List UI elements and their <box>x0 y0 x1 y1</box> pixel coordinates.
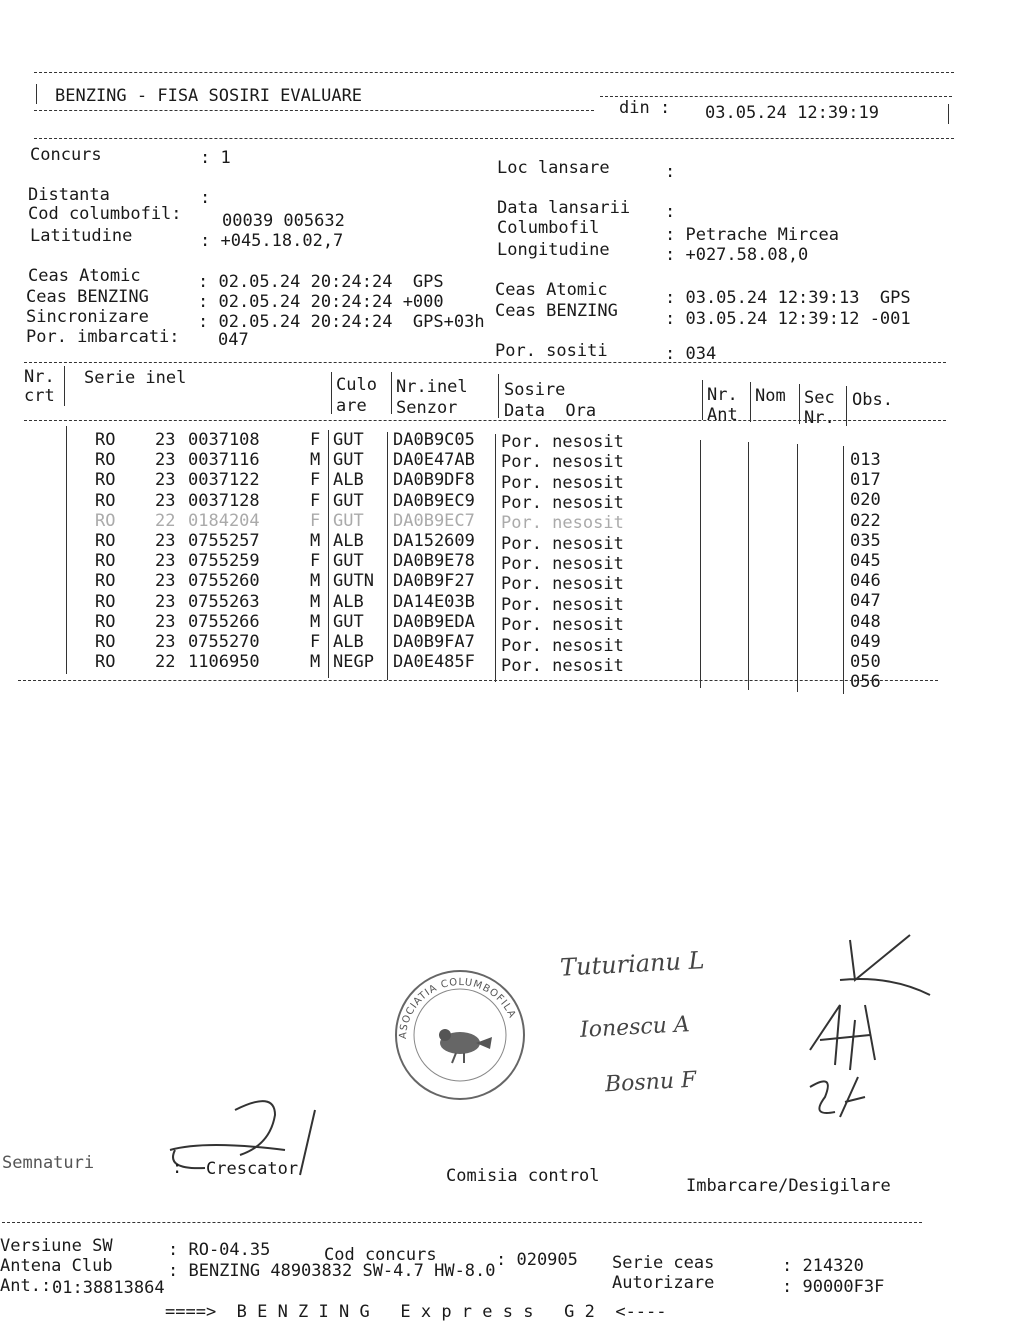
col-sec-1: Sec <box>804 388 835 408</box>
cell-tara: RO <box>95 450 116 471</box>
table-row <box>0 490 1024 514</box>
svg-text:ASOCIATIA COLUMBOFILA <box>398 977 518 1039</box>
cell-culoare: GUT <box>333 611 364 632</box>
cell-culoare: GUT <box>333 551 364 572</box>
cod-columbofil-value: 00039 005632 <box>222 211 345 231</box>
col-crt: crt <box>24 386 55 406</box>
data-lansarii-label: Data lansarii <box>497 198 631 218</box>
cell-obs: 020 <box>850 490 881 511</box>
ceas-benzing-value: : 02.05.24 20:24:24 +000 <box>198 292 444 312</box>
signature-mark-3 <box>800 1072 870 1127</box>
cell-tara: RO <box>95 430 116 450</box>
signature-name-2: Ionescu A <box>579 1012 691 1043</box>
autorizare-value: : 90000F3F <box>782 1277 885 1297</box>
cell-sosire: Por. nesosit <box>501 615 624 636</box>
table-row <box>0 591 1024 615</box>
cell-sosire: Por. nesosit <box>501 452 624 473</box>
cell-obs: 046 <box>850 571 881 592</box>
cell-senzor: DA0B9DF8 <box>393 470 475 491</box>
cell-sex: M <box>310 450 321 471</box>
crescator-label: Crescator <box>206 1159 299 1179</box>
cell-sex: F <box>310 510 321 531</box>
semnaturi-label: Semnaturi <box>2 1153 95 1173</box>
cell-obs: 056 <box>850 672 881 693</box>
header-bar-right <box>948 104 949 124</box>
table-header-rule <box>24 420 946 421</box>
col-senzor: Senzor <box>396 398 458 418</box>
cell-tara: RO <box>95 531 116 551</box>
cell-sex: M <box>310 611 321 632</box>
cell-senzor: DA0B9EC9 <box>393 490 475 511</box>
din-value: 03.05.24 12:39:19 <box>705 103 879 123</box>
col-are: are <box>336 396 367 416</box>
cell-sosire: Por. nesosit <box>501 432 624 452</box>
serie-ceas-value: : 214320 <box>782 1256 864 1276</box>
col-divider-4 <box>498 374 499 418</box>
col-sosire: Sosire <box>504 380 566 400</box>
cell-sex: M <box>310 652 321 673</box>
table-row <box>0 470 1024 493</box>
cell-tara: RO <box>95 632 116 652</box>
cell-an: 23 <box>155 551 176 572</box>
imbarcati-label: Por. imbarcati: <box>26 327 180 347</box>
cod-columbofil-label: Cod columbofil: <box>28 204 182 224</box>
cell-an: 22 <box>155 652 176 673</box>
cell-obs: 048 <box>850 611 881 632</box>
col-divider-5 <box>702 380 703 420</box>
col-serie-inel: Serie inel <box>84 368 187 388</box>
cell-tara: RO <box>95 470 116 491</box>
cell-an: 23 <box>155 591 176 612</box>
cell-an: 23 <box>155 430 176 450</box>
cell-sex: F <box>310 632 321 652</box>
cell-senzor: DA0B9F27 <box>393 571 475 592</box>
cell-an: 23 <box>155 450 176 471</box>
table-row <box>0 450 1024 473</box>
cell-nr-inel: 0037116 <box>188 450 260 471</box>
cell-obs: 047 <box>850 591 881 612</box>
col-divider-7 <box>799 384 800 424</box>
col-divider-2 <box>331 372 332 414</box>
cell-obs: 045 <box>850 551 881 571</box>
cell-senzor: DA152609 <box>393 531 475 551</box>
versiune-label: Versiune SW <box>0 1236 113 1256</box>
sincronizare-label: Sincronizare <box>26 307 149 327</box>
antena-number-value: 01:38813864 <box>52 1278 165 1298</box>
table-row <box>0 652 1024 676</box>
cell-senzor: DA0B9EC7 <box>393 510 475 531</box>
cell-sosire: Por. nesosit <box>501 533 624 554</box>
data-lansarii-value: : <box>665 202 676 222</box>
cell-an: 23 <box>155 531 176 551</box>
cell-nr-inel: 0184204 <box>188 510 260 531</box>
association-stamp <box>390 965 530 1105</box>
cell-senzor: DA14E03B <box>393 591 475 612</box>
sositi-value: : 034 <box>665 344 717 364</box>
col-nr-inel: Nr.inel <box>396 377 468 397</box>
cell-obs: 035 <box>850 530 881 551</box>
ceas-benzing-right-label: Ceas BENZING <box>495 301 618 321</box>
col-divider-6 <box>750 382 751 422</box>
cell-sex: M <box>310 531 321 551</box>
cell-nr-inel: 0037108 <box>188 430 260 450</box>
cell-sex: M <box>310 591 321 612</box>
cell-nr-inel: 0037128 <box>188 490 260 511</box>
cell-sosire: Por. nesosit <box>501 554 624 575</box>
ceas-atomic-right-value: : 03.05.24 12:39:13 GPS <box>665 288 911 308</box>
distanta-value: : <box>200 188 211 208</box>
table-row <box>0 531 1024 554</box>
concurs-label: Concurs <box>30 145 102 165</box>
col-nr-ant-2: Ant <box>707 405 738 425</box>
longitudine-value: : +027.58.08,0 <box>665 245 809 265</box>
cell-nr-inel: 0755270 <box>188 632 260 652</box>
signature-name-3: Bosnu F <box>604 1067 697 1098</box>
cell-an: 23 <box>155 611 176 632</box>
cell-sosire: Por. nesosit <box>501 594 624 615</box>
cell-nr-inel: 0755266 <box>188 611 260 632</box>
cell-culoare: ALB <box>333 632 364 652</box>
cell-nr-inel: 1106950 <box>188 652 260 673</box>
cell-tara: RO <box>95 652 116 673</box>
table-top-rule <box>24 362 946 363</box>
cell-culoare: GUTN <box>333 571 374 592</box>
cell-obs: 017 <box>850 470 881 491</box>
cell-nr-inel: 0755257 <box>188 531 260 551</box>
cell-culoare: GUT <box>333 430 364 450</box>
sincronizare-value: : 02.05.24 20:24:24 GPS+03h <box>198 312 485 332</box>
cell-culoare: GUT <box>333 490 364 511</box>
col-divider-3 <box>391 372 392 414</box>
cell-nr-inel: 0755263 <box>188 591 260 612</box>
cell-nr-inel: 0755260 <box>188 571 260 592</box>
col-obs: Obs. <box>852 390 893 410</box>
cell-sosire: Por. nesosit <box>501 574 624 595</box>
cell-tara: RO <box>95 591 116 612</box>
table-bottom-rule <box>18 680 938 681</box>
top-rule <box>34 72 954 73</box>
cell-senzor: DA0E485F <box>393 652 475 673</box>
info-rule <box>34 138 954 139</box>
cell-culoare: GUT <box>333 450 364 471</box>
cell-culoare: ALB <box>333 591 364 612</box>
cell-sosire: Por. nesosit <box>501 635 624 656</box>
stamp-text: ASOCIATIA COLUMBOFILA <box>397 976 518 1040</box>
cell-senzor: DA0B9FA7 <box>393 632 475 652</box>
col-nr: Nr. <box>24 367 55 387</box>
versiune-value: : RO-04.35 <box>168 1240 271 1260</box>
table-row <box>0 571 1024 595</box>
cell-tara: RO <box>95 571 116 592</box>
latitudine-label: Latitudine <box>30 226 133 246</box>
table-row <box>0 430 1024 450</box>
loc-lansare-value: : <box>665 162 676 182</box>
semnaturi-colon: : <box>172 1158 183 1178</box>
table-row <box>0 510 1024 534</box>
cell-an: 23 <box>155 632 176 652</box>
loc-lansare-label: Loc lansare <box>497 158 610 178</box>
table-row <box>0 551 1024 575</box>
cell-culoare: ALB <box>333 531 364 551</box>
cell-an: 23 <box>155 571 176 592</box>
cell-sex: M <box>310 571 321 592</box>
col-divider-1 <box>64 366 65 406</box>
cell-an: 22 <box>155 510 176 531</box>
title-rule <box>34 110 594 111</box>
date-rule <box>600 96 952 97</box>
cell-an: 23 <box>155 490 176 511</box>
imbarcare-label: Imbarcare/Desigilare <box>686 1176 891 1196</box>
cell-senzor: DA0B9E78 <box>393 551 475 572</box>
cell-sosire: Por. nesosit <box>501 513 624 534</box>
cell-sosire: Por. nesosit <box>501 472 624 493</box>
imbarcati-value: 047 <box>218 330 249 350</box>
sositi-label: Por. sositi <box>495 341 608 361</box>
cell-obs: 049 <box>850 631 881 652</box>
cell-tara: RO <box>95 611 116 632</box>
signature-mark-2 <box>800 1000 890 1075</box>
table-row <box>0 632 1024 656</box>
benzing-banner: ====> B E N Z I N G E x p r e s s G 2 <---- <box>165 1302 667 1322</box>
ceas-atomic-label: Ceas Atomic <box>28 266 141 286</box>
concurs-value: : 1 <box>200 148 231 168</box>
cell-sex: F <box>310 490 321 511</box>
cell-nr-inel: 0037122 <box>188 470 260 491</box>
cell-obs: 050 <box>850 652 881 672</box>
cell-senzor: DA0E47AB <box>393 450 475 471</box>
cod-concurs-value: : 020905 <box>496 1250 578 1270</box>
serie-ceas-label: Serie ceas <box>612 1253 715 1273</box>
autorizare-label: Autorizare <box>612 1273 715 1293</box>
pigeon-icon <box>439 1029 492 1063</box>
cell-sex: F <box>310 551 321 572</box>
cell-tara: RO <box>95 490 116 511</box>
antena-number-label: Ant.: <box>0 1276 52 1296</box>
signature-name-1: Tuturianu L <box>559 946 706 982</box>
cell-senzor: DA0B9EDA <box>393 611 475 632</box>
comisia-control-label: Comisia control <box>446 1166 600 1186</box>
cell-culoare: NEGP <box>333 652 374 673</box>
cell-culoare: ALB <box>333 470 364 491</box>
cell-sex: F <box>310 430 321 450</box>
cell-nr-inel: 0755259 <box>188 551 260 572</box>
antena-value: : BENZING 48903832 SW-4.7 HW-8.0 <box>168 1261 496 1281</box>
distanta-label: Distanta <box>28 185 110 205</box>
cell-sosire: Por. nesosit <box>501 655 624 676</box>
columbofil-label: Columbofil <box>497 218 600 238</box>
longitudine-label: Longitudine <box>497 240 610 260</box>
col-nom: Nom <box>755 386 786 406</box>
col-nr-ant-1: Nr. <box>707 385 738 405</box>
header-bar-left <box>36 84 37 104</box>
latitudine-value: : +045.18.02,7 <box>200 231 344 251</box>
footer-rule <box>2 1222 922 1223</box>
cell-senzor: DA0B9C05 <box>393 430 475 450</box>
ceas-benzing-label: Ceas BENZING <box>26 287 149 307</box>
cod-concurs-label: Cod concurs <box>324 1245 437 1265</box>
ceas-benzing-right-value: : 03.05.24 12:39:12 -001 <box>665 309 911 329</box>
col-data-ora: Data Ora <box>504 401 597 421</box>
col-sec-2: Nr. <box>804 408 835 428</box>
signature-mark-1 <box>830 930 940 1000</box>
antena-label: Antena Club <box>0 1256 113 1276</box>
cell-sex: F <box>310 470 321 491</box>
ceas-atomic-right-label: Ceas Atomic <box>495 280 608 300</box>
document-title: BENZING - FISA SOSIRI EVALUARE <box>55 86 363 106</box>
cell-tara: RO <box>95 551 116 572</box>
table-row <box>0 611 1024 636</box>
columbofil-value: : Petrache Mircea <box>665 225 839 245</box>
cell-sosire: Por. nesosit <box>501 493 624 514</box>
cell-obs: 022 <box>850 510 881 531</box>
cell-an: 23 <box>155 470 176 491</box>
ceas-atomic-value: : 02.05.24 20:24:24 GPS <box>198 272 444 292</box>
cell-tara: RO <box>95 510 116 531</box>
col-culo: Culo <box>336 375 377 395</box>
din-label: din : <box>619 98 671 118</box>
cell-obs: 013 <box>850 450 881 470</box>
cell-culoare: GUT <box>333 510 364 531</box>
